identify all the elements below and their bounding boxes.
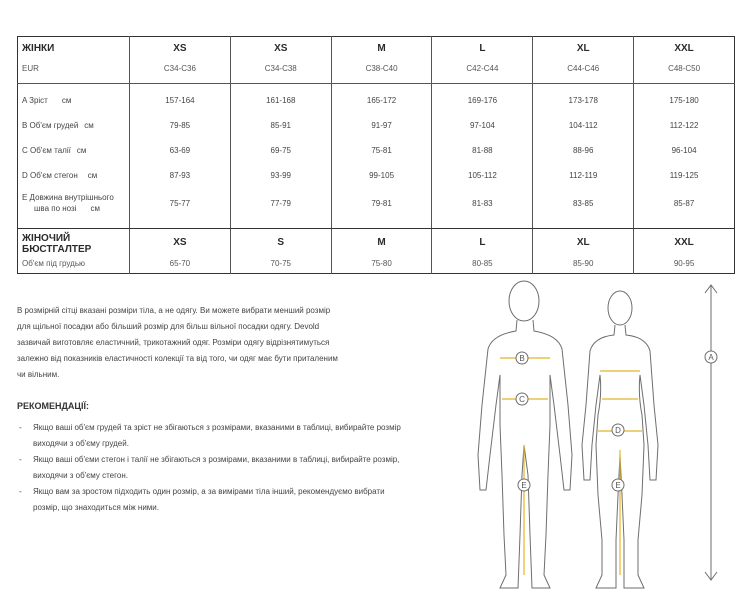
bra-size-value: 90-95 <box>673 259 695 268</box>
male-silhouette <box>478 281 572 588</box>
value-height: 161-168 <box>266 96 296 105</box>
size-name: L <box>479 43 486 54</box>
value-waist: 81-88 <box>472 146 493 155</box>
bra-size-name: XS <box>173 237 187 248</box>
value-chest: 91-97 <box>371 121 392 130</box>
value-waist: 75-81 <box>371 146 392 155</box>
size-header-cell <box>130 37 231 84</box>
size-name: XS <box>173 43 187 54</box>
bra-size-row <box>18 229 735 274</box>
description-line: чи вільним. <box>17 370 60 379</box>
value-waist: 88-96 <box>572 146 594 155</box>
recommendations-title: РЕКОМЕНДАЦІЇ: <box>17 401 89 411</box>
size-eur: C42-C44 <box>466 64 499 73</box>
marker-a: A <box>708 353 714 362</box>
size-name: M <box>377 43 386 54</box>
size-chart-table <box>17 36 735 274</box>
size-values-cell <box>432 84 533 229</box>
value-hips: 112-119 <box>569 171 598 180</box>
bra-size-cell <box>533 229 634 274</box>
size-header-cell <box>230 37 331 84</box>
size-eur: C44-C46 <box>567 64 600 73</box>
size-name: XS <box>274 43 288 54</box>
marker-e-female: E <box>615 481 621 490</box>
value-waist: 96-104 <box>671 146 697 155</box>
value-waist: 69-75 <box>270 146 291 155</box>
size-header-row <box>18 37 735 84</box>
size-eur: C48-C50 <box>668 64 701 73</box>
size-values-cell <box>230 84 331 229</box>
bra-size-cell <box>634 229 735 274</box>
size-values-cell <box>533 84 634 229</box>
figure-markers <box>516 351 717 491</box>
value-height: 173-178 <box>568 96 598 105</box>
bra-size-cell <box>331 229 432 274</box>
bra-size-name: XL <box>576 237 590 248</box>
value-chest: 104-112 <box>568 121 598 130</box>
size-header-cell <box>432 37 533 84</box>
value-height: 169-176 <box>467 96 498 105</box>
value-inseam: 83-85 <box>572 198 594 208</box>
section-label: ЖІНКИ <box>22 43 55 54</box>
height-arrow <box>705 285 717 580</box>
value-hips: 119-125 <box>669 171 699 180</box>
description-line: зазвичай виготовляє еластичний, трикотажний одяг. Розміри одягу відрізнятимуться <box>17 338 330 347</box>
bra-size-name: XXL <box>674 237 694 248</box>
section-header-cell <box>18 37 130 84</box>
value-chest: 85-91 <box>270 121 291 130</box>
value-inseam: 85-87 <box>673 198 695 208</box>
value-waist: 63-69 <box>169 146 191 155</box>
bra-size-value: 80-85 <box>472 259 493 268</box>
bra-size-cell <box>230 229 331 274</box>
body-measurement-figure <box>470 275 745 595</box>
value-chest: 97-104 <box>469 121 495 130</box>
recommendation-item: - Якщо ваші об'єми стегон і талії не збігаються з розмірами, вказаними в таблиці, вибирайте розмір, виходячи з об'єму стегон. <box>17 452 457 484</box>
value-inseam: 79-81 <box>371 198 392 208</box>
marker-c: C <box>519 395 525 404</box>
value-height: 175-180 <box>669 96 699 105</box>
value-hips: 87-93 <box>169 171 191 180</box>
value-height: 157-164 <box>165 96 195 105</box>
value-chest: 112-122 <box>669 121 699 130</box>
value-hips: 93-99 <box>270 171 291 180</box>
measure-label: C Об'єм талії см <box>22 146 87 155</box>
value-height: 165-172 <box>366 96 397 105</box>
bra-size-cell <box>130 229 231 274</box>
bra-title: ЖІНОЧИЙ БЮСТГАЛТЕР <box>22 233 92 255</box>
size-name: XL <box>576 43 590 54</box>
size-name: XXL <box>674 43 694 54</box>
size-header-cell <box>634 37 735 84</box>
measure-label: B Об'єм грудей см <box>22 121 94 130</box>
description-line: залежно від показників еластичності колекції та від того, чи одяг має бути приталеним <box>17 354 338 363</box>
size-eur: C34-C38 <box>264 64 297 73</box>
bra-size-name: S <box>277 237 285 248</box>
size-eur: C34-C36 <box>163 64 196 73</box>
size-values-cell <box>634 84 735 229</box>
size-header-cell <box>331 37 432 84</box>
bra-size-value: 65-70 <box>169 259 191 268</box>
value-inseam: 77-79 <box>270 198 291 208</box>
bra-label-cell <box>18 229 130 274</box>
recommendation-item: - Якщо ваші об'єм грудей та зріст не збігаються з розмірами, вказаними в таблиці, вибирайте розмір виходячи з об'єму грудей. <box>17 420 457 452</box>
marker-e-male: E <box>521 481 527 490</box>
measure-label: D Об'єм стегон см <box>22 171 98 180</box>
size-eur: C38-C40 <box>365 64 398 73</box>
recommendations-list <box>17 420 457 516</box>
size-values-cell <box>331 84 432 229</box>
recommendation-item: - Якщо вам за зростом підходить один розмір, а за вимірами тіла інший, рекомендуємо вибрати розмір, що знаходиться між ними. <box>17 484 457 516</box>
description-text <box>17 303 457 383</box>
size-header-cell <box>533 37 634 84</box>
value-inseam: 81-83 <box>472 198 493 208</box>
eur-label: EUR <box>22 64 39 73</box>
measure-labels-cell <box>18 84 130 229</box>
description-line: для щільної посадки або більший розмір для більш вільної посадки одягу. Devold <box>17 322 320 331</box>
value-hips: 105-112 <box>468 171 497 180</box>
measurements-row <box>18 84 735 229</box>
bra-size-value: 85-90 <box>572 259 594 268</box>
measure-label: A Зріст см <box>22 96 72 105</box>
bra-size-name: L <box>479 237 486 248</box>
underbust-label: Об'єм під грудью <box>22 259 85 268</box>
marker-b: B <box>519 354 525 363</box>
measure-label: E Довжина внутрішнього шва по нозі см <box>22 193 114 213</box>
description-line: В розмірній сітці вказані розміри тіла, а не одягу. Ви можете вибрати менший розмір <box>17 306 331 315</box>
value-inseam: 75-77 <box>169 198 191 208</box>
value-hips: 99-105 <box>369 171 395 180</box>
size-values-cell <box>130 84 231 229</box>
bra-size-name: M <box>377 237 386 248</box>
bra-size-value: 70-75 <box>270 259 291 268</box>
value-chest: 79-85 <box>169 121 191 130</box>
bra-size-cell <box>432 229 533 274</box>
bra-size-value: 75-80 <box>371 259 392 268</box>
marker-d: D <box>615 426 621 435</box>
